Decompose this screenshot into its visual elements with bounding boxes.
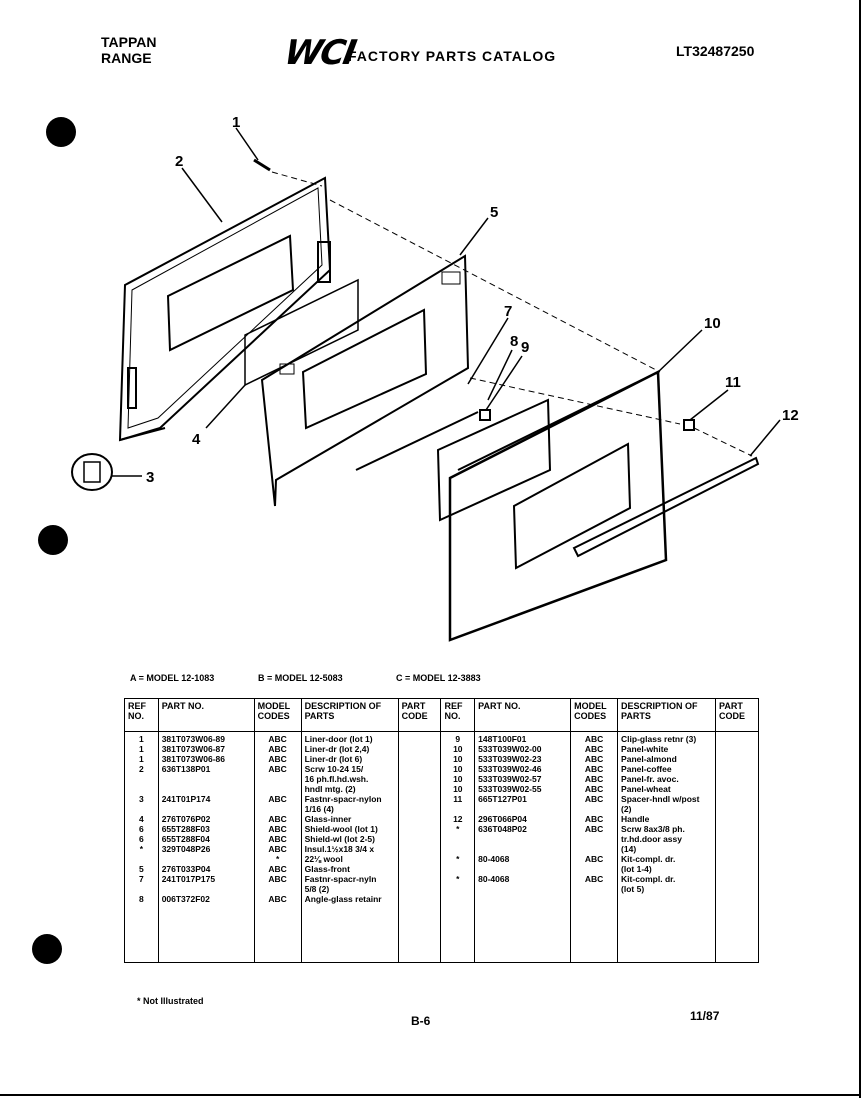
table-cell-line: Panel-almond <box>621 754 677 764</box>
catalog-number: LT32487250 <box>676 43 755 59</box>
table-cell-line: 11 <box>453 794 463 804</box>
parts-table <box>124 698 759 963</box>
shield-panel-shape <box>262 256 468 506</box>
table-cell-line: ABC <box>268 834 287 844</box>
table-cell-line <box>574 844 614 854</box>
table-cell-line <box>128 774 155 784</box>
table-cell-line <box>574 834 614 844</box>
table-cell-line: ABC <box>584 794 604 804</box>
table-cell-line: (lot 5) <box>621 884 645 894</box>
table-cell-line: ABC <box>584 874 604 884</box>
table-cell-line: 4 <box>138 814 144 824</box>
left-desc-col <box>301 732 398 963</box>
page-number: B-6 <box>411 1014 431 1028</box>
table-cell-line <box>444 804 471 814</box>
spacer-shape <box>684 420 694 430</box>
table-cell-line: 533T039W02-00 <box>478 744 542 754</box>
callout-7: 7 <box>504 303 513 320</box>
fastener-shape <box>72 454 112 490</box>
right-desc-col <box>618 732 716 963</box>
page-border-bottom <box>0 1094 861 1096</box>
table-cell-line: 241T01P174 <box>161 794 211 804</box>
table-cell-line: ABC <box>584 764 604 774</box>
table-cell-line: 148T100F01 <box>478 734 527 744</box>
table-cell-line: ABC <box>584 744 604 754</box>
table-cell-line: 329T048P26 <box>161 844 211 854</box>
callout-9: 9 <box>521 339 530 356</box>
table-cell-line: 1 <box>138 754 144 764</box>
table-cell-line <box>444 864 471 874</box>
callout-3: 3 <box>146 469 155 486</box>
table-cell-line: 533T039W02-46 <box>478 764 542 774</box>
table-cell-line: 655T288F03 <box>161 824 210 834</box>
table-cell-line: 533T039W02-57 <box>478 774 542 784</box>
callout-10: 10 <box>704 315 721 332</box>
table-cell-line: 6 <box>138 834 144 844</box>
table-cell-line: * <box>456 824 460 834</box>
header-model-2: MODEL CODES <box>571 699 618 732</box>
table-cell-line: (lot 1-4) <box>621 864 652 874</box>
table-cell-line: ABC <box>268 824 287 834</box>
table-cell-line <box>444 884 471 894</box>
left-ref-col <box>125 732 159 963</box>
table-cell-line <box>478 834 567 844</box>
table-cell-line: ABC <box>584 734 604 744</box>
table-cell-line: 276T076P02 <box>161 814 211 824</box>
table-cell-line: 3 <box>138 794 144 804</box>
header-part-2: PART NO. <box>475 699 571 732</box>
table-cell-line: ABC <box>584 854 604 864</box>
table-cell-line: 7 <box>138 874 144 884</box>
table-cell-line: 10 <box>453 774 463 784</box>
table-cell-line: Panel-white <box>621 744 669 754</box>
right-model-col <box>571 732 618 963</box>
callout-4: 4 <box>192 431 201 448</box>
table-cell-line: 2 <box>138 764 144 774</box>
table-cell-line <box>258 884 298 894</box>
table-cell-line: 665T127P01 <box>478 794 527 804</box>
table-cell-line: Panel-fr. avoc. <box>621 774 679 784</box>
table-cell-line: Liner-dr (lot 6) <box>304 754 363 764</box>
table-cell-line: Spacer-hndl w/post <box>621 794 700 804</box>
table-cell-line: ABC <box>268 864 287 874</box>
catalog-title: FACTORY PARTS CATALOG <box>348 48 557 64</box>
table-cell-line: Shield-wl (lot 2-5) <box>304 834 375 844</box>
table-cell-line: * <box>456 874 460 884</box>
table-cell-line: * <box>139 844 143 854</box>
table-cell-line: Panel-wheat <box>621 784 671 794</box>
table-cell-line <box>258 804 298 814</box>
table-cell-line: 6 <box>138 824 144 834</box>
table-cell-line: 381T073W06-87 <box>161 744 226 754</box>
table-cell-line: Clip-glass retnr (3) <box>621 734 697 744</box>
header-model: MODEL CODES <box>254 699 301 732</box>
table-cell-line: 8 <box>138 894 144 904</box>
header-desc-2: DESCRIPTION OF PARTS <box>618 699 716 732</box>
table-cell-line: Handle <box>621 814 650 824</box>
table-cell-line: ABC <box>268 754 287 764</box>
screw-shape <box>254 160 270 170</box>
brand-line-2: RANGE <box>101 50 152 66</box>
table-cell-line: Scrw 10-24 15/ <box>304 764 364 774</box>
table-cell-line <box>478 884 567 894</box>
table-cell-line: 16 ph.fl.hd.wsh. <box>304 774 369 784</box>
table-cell-line <box>258 774 298 784</box>
table-cell-line: tr.hd.door assy <box>621 834 682 844</box>
table-cell-line: 006T372F02 <box>161 894 210 904</box>
not-illustrated-note: * Not Illustrated <box>137 996 204 1006</box>
table-cell-line <box>162 784 251 794</box>
left-code-col <box>398 732 441 963</box>
table-cell-line: ABC <box>268 794 287 804</box>
table-cell-line: ABC <box>268 734 287 744</box>
table-cell-line: ABC <box>584 824 604 834</box>
table-cell-line: 636T138P01 <box>161 764 211 774</box>
punch-hole-bottom <box>32 934 62 964</box>
table-cell-line: Insul.1½x18 3/4 x <box>304 844 375 854</box>
table-cell-line <box>574 804 614 814</box>
table-cell-line: Kit-compl. dr. <box>621 854 676 864</box>
table-cell-line <box>478 804 567 814</box>
header-ref-2: REF NO. <box>441 699 475 732</box>
table-cell-line: ABC <box>268 744 287 754</box>
callout-11: 11 <box>725 374 741 391</box>
page-border-right <box>859 0 861 1098</box>
table-cell-line: 9 <box>455 734 461 744</box>
table-header-row <box>125 699 759 732</box>
table-cell-line <box>444 834 471 844</box>
table-cell-line: Kit-compl. dr. <box>621 874 676 884</box>
table-cell-line <box>478 864 567 874</box>
table-cell-line: Liner-dr (lot 2,4) <box>304 744 370 754</box>
right-code-col <box>716 732 759 963</box>
callout-2: 2 <box>175 153 184 170</box>
table-cell-line: 10 <box>453 744 463 754</box>
table-cell-line: (14) <box>621 844 637 854</box>
table-cell-line: (2) <box>621 804 632 814</box>
table-cell-line: 80-4068 <box>478 874 510 884</box>
table-cell-line: 22⅛ wool <box>304 854 343 864</box>
table-cell-line: 10 <box>453 784 463 794</box>
table-cell-line: Scrw 8ax3/8 ph. <box>621 824 685 834</box>
table-cell-line: 5 <box>138 864 144 874</box>
header-ref: REF NO. <box>125 699 159 732</box>
brand-block <box>101 34 156 66</box>
table-cell-line: ABC <box>268 814 287 824</box>
front-panel-shape <box>450 372 666 640</box>
table-cell-line: 655T288F04 <box>161 834 210 844</box>
table-cell-line: * <box>275 854 280 864</box>
table-cell-line: Angle-glass retainr <box>304 894 382 904</box>
model-a: A = MODEL 12-1083 <box>130 673 215 683</box>
table-cell-line: 5/8 (2) <box>304 884 330 894</box>
table-cell-line <box>128 884 155 894</box>
table-cell-line: hndl mtg. (2) <box>304 784 356 794</box>
right-ref-col <box>441 732 475 963</box>
table-cell-line <box>258 784 298 794</box>
table-cell-line: 10 <box>453 754 463 764</box>
table-cell-line <box>162 884 251 894</box>
table-cell-line <box>478 844 567 854</box>
table-cell-line: ABC <box>584 754 604 764</box>
table-cell-line: ABC <box>584 814 604 824</box>
table-body-row <box>125 732 759 963</box>
table-cell-line: Shield-wool (lot 1) <box>304 824 378 834</box>
table-cell-line: 381T073W06-86 <box>161 754 226 764</box>
table-cell-line: 1 <box>138 744 144 754</box>
table-cell-line: 1 <box>138 734 144 744</box>
table-cell-line: 533T039W02-55 <box>478 784 542 794</box>
table-cell-line: ABC <box>268 894 287 904</box>
table-cell-line <box>162 804 251 814</box>
header-desc: DESCRIPTION OF PARTS <box>301 699 398 732</box>
exploded-door-diagram <box>0 100 864 660</box>
table-cell-line <box>574 864 614 874</box>
table-cell-line: 12 <box>453 814 463 824</box>
callout-5: 5 <box>490 204 499 221</box>
table-cell-line <box>128 804 155 814</box>
table-cell-line: 80-4068 <box>478 854 510 864</box>
callout-8: 8 <box>510 333 519 350</box>
table-cell-line: Fastnr-spacr-nyln <box>304 874 377 884</box>
front-glass-shape <box>438 400 550 520</box>
model-b: B = MODEL 12-5083 <box>258 673 343 683</box>
table-cell-line <box>574 884 614 894</box>
table-cell-line: ABC <box>584 774 604 784</box>
left-part-col <box>158 732 254 963</box>
table-cell-line <box>162 774 251 784</box>
table-cell-line <box>128 784 155 794</box>
table-cell-line: Glass-inner <box>304 814 352 824</box>
table-cell-line: Fastnr-spacr-nylon <box>304 794 382 804</box>
callout-1: 1 <box>232 114 241 131</box>
callout-12: 12 <box>782 407 799 424</box>
model-c: C = MODEL 12-3883 <box>396 673 481 683</box>
table-cell-line: 533T039W02-23 <box>478 754 542 764</box>
table-cell-line: Glass-front <box>304 864 350 874</box>
table-cell-line: ABC <box>268 874 287 884</box>
table-cell-line: ABC <box>584 784 604 794</box>
table-cell-line: 381T073W06-89 <box>161 734 226 744</box>
table-cell-line <box>128 854 155 864</box>
clip-shape <box>480 410 490 420</box>
catalog-date: 11/87 <box>690 1009 720 1023</box>
table-cell-line: Panel-coffee <box>621 764 672 774</box>
brand-line-1: TAPPAN <box>101 34 157 50</box>
left-model-col <box>254 732 301 963</box>
right-part-col <box>475 732 571 963</box>
table-cell-line: 1/16 (4) <box>304 804 334 814</box>
table-cell-line <box>444 844 471 854</box>
table-cell-line <box>162 854 251 864</box>
table-cell-line: 241T017P175 <box>161 874 216 884</box>
header-code: PART CODE <box>398 699 441 732</box>
table-cell-line: 296T066P04 <box>478 814 527 824</box>
table-cell-line: ABC <box>268 764 287 774</box>
table-cell-line: * <box>456 854 460 864</box>
table-cell-line: 636T048P02 <box>478 824 527 834</box>
table-cell-line: ABC <box>268 844 287 854</box>
table-cell-line: 10 <box>453 764 463 774</box>
table-cell-line: Liner-door (lot 1) <box>304 734 373 744</box>
header-code-2: PART CODE <box>716 699 759 732</box>
header-part: PART NO. <box>158 699 254 732</box>
table-cell-line: 276T033P04 <box>161 864 211 874</box>
wci-logo: WCI <box>281 33 358 73</box>
